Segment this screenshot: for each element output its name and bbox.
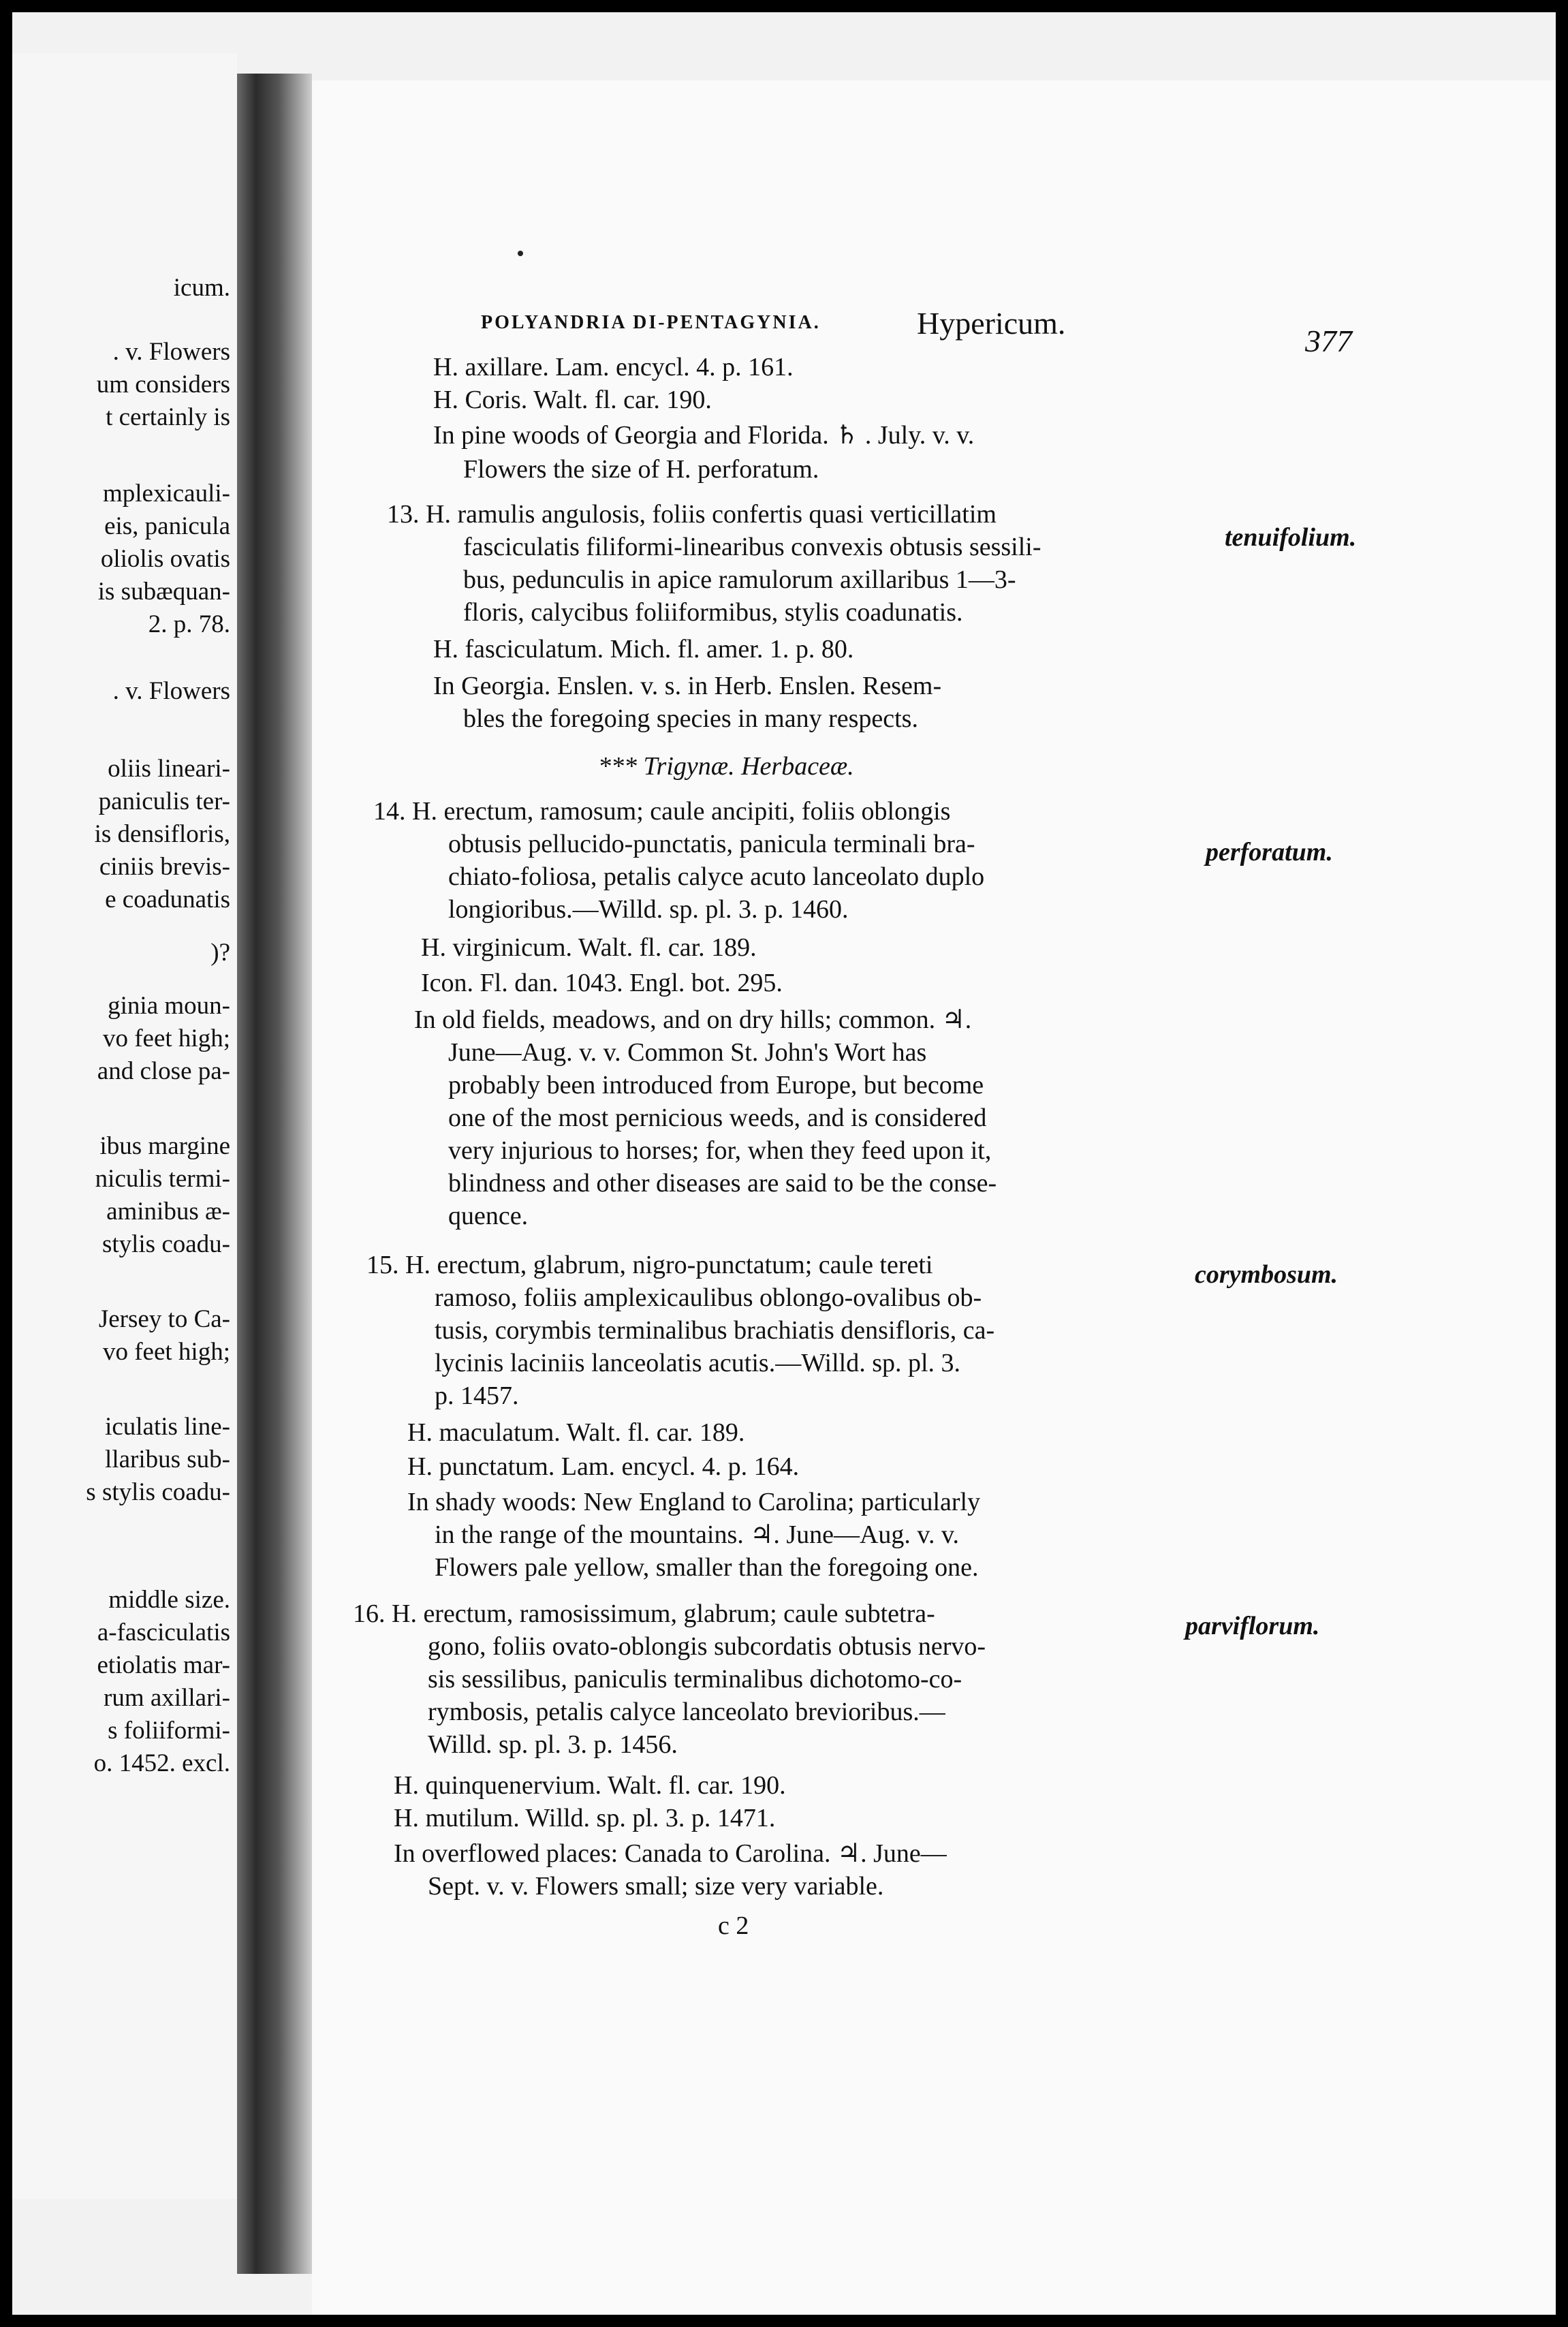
left-line: s foliiformi- — [108, 1717, 230, 1745]
text-line: In old fields, meadows, and on dry hills; common. ♃. — [414, 1005, 972, 1034]
text-line: blindness and other diseases are said to be the conse- — [448, 1169, 997, 1198]
text-line: In Georgia. Enslen. v. s. in Herb. Enslen. Resem- — [433, 672, 942, 700]
text-line: bles the foregoing species in many respects. — [463, 704, 918, 733]
left-line: oliis lineari- — [108, 755, 230, 783]
text-line: quence. — [448, 1202, 529, 1230]
text-line: lycinis laciniis lanceolatis acutis.—Willd. sp. pl. 3. — [435, 1349, 961, 1377]
left-line: vo feet high; — [102, 1338, 230, 1366]
left-line: Jersey to Ca- — [98, 1305, 230, 1333]
text-line: longioribus.—Willd. sp. pl. 3. p. 1460. — [448, 895, 849, 924]
section-heading: *** Trigynæ. Herbaceæ. — [598, 752, 854, 781]
text-line: in the range of the mountains. ♃. June—Aug. v. v. — [435, 1520, 960, 1549]
text-line: 14. H. erectum, ramosum; caule ancipiti, foliis oblongis — [373, 797, 951, 826]
text-line: H. virginicum. Walt. fl. car. 189. — [421, 933, 757, 962]
text-line: obtusis pellucido-punctatis, panicula terminali bra- — [448, 830, 975, 858]
left-line: llaribus sub- — [105, 1446, 230, 1473]
left-line: oliolis ovatis — [100, 545, 230, 573]
text-line: gono, foliis ovato-oblongis subcordatis obtusis nervo- — [428, 1632, 986, 1661]
left-line: stylis coadu- — [101, 1230, 230, 1258]
left-line: eis, panicula — [104, 512, 230, 540]
text-line: probably been introduced from Europe, but become — [448, 1071, 984, 1099]
text-line: Willd. sp. pl. 3. p. 1456. — [428, 1730, 678, 1759]
left-line: iculatis line- — [105, 1413, 230, 1441]
text-line: H. mutilum. Willd. sp. pl. 3. p. 1471. — [394, 1804, 776, 1832]
text-line: Sept. v. v. Flowers small; size very variable. — [428, 1872, 884, 1901]
left-line: paniculis ter- — [98, 787, 230, 815]
text-line: H. Coris. Walt. fl. car. 190. — [433, 386, 712, 414]
left-line: etiolatis mar- — [97, 1651, 230, 1679]
text-line: H. maculatum. Walt. fl. car. 189. — [407, 1418, 745, 1447]
text-line: H. axillare. Lam. encycl. 4. p. 161. — [433, 353, 794, 381]
text-line: Flowers the size of H. perforatum. — [463, 455, 819, 484]
running-head: POLYANDRIA DI-PENTAGYNIA. — [481, 312, 821, 333]
left-line: is subæquan- — [97, 578, 230, 606]
species-name: parviflorum. — [1185, 1612, 1320, 1640]
text-line: very injurious to horses; for, when they feed upon it, — [448, 1136, 992, 1165]
left-line: vo feet high; — [102, 1025, 230, 1052]
left-line: a-fasciculatis — [97, 1619, 230, 1646]
text-line: rymbosis, petalis calyce lanceolato brevioribus.— — [428, 1698, 945, 1726]
signature-mark: c 2 — [718, 1911, 749, 1940]
right-page — [312, 80, 1556, 2315]
text-line: In shady woods: New England to Carolina; particularly — [407, 1488, 981, 1516]
left-line: ibus margine — [99, 1132, 230, 1160]
text-line: Flowers pale yellow, smaller than the foregoing one. — [435, 1553, 979, 1582]
left-line: t certainly is — [106, 403, 230, 431]
page-number: 377 — [1305, 324, 1352, 358]
text-line: In pine woods of Georgia and Florida. ♄ . July. v. v. — [433, 421, 975, 450]
left-line: niculis termi- — [95, 1165, 230, 1193]
left-line: 2. p. 78. — [148, 610, 230, 638]
text-line: H. quinquenervium. Walt. fl. car. 190. — [394, 1771, 786, 1800]
genus-heading: Hypericum. — [917, 306, 1066, 341]
text-line: sis sessilibus, paniculis terminalibus dichotomo-co- — [428, 1665, 962, 1693]
left-line: um considers — [96, 371, 230, 399]
text-line: June—Aug. v. v. Common St. John's Wort has — [448, 1038, 927, 1067]
left-line: rum axillari- — [104, 1684, 230, 1712]
left-line: . v. Flowers — [112, 677, 230, 705]
left-line: o. 1452. excl. — [93, 1749, 230, 1777]
left-line: icum. — [173, 274, 230, 302]
left-line: )? — [210, 939, 230, 967]
text-line: ramoso, foliis amplexicaulibus oblongo-ovalibus ob- — [435, 1283, 982, 1312]
text-line: floris, calycibus foliiformibus, stylis coadunatis. — [463, 598, 963, 627]
species-name: corymbosum. — [1195, 1260, 1338, 1289]
species-name: perforatum. — [1206, 838, 1333, 866]
text-line: 13. H. ramulis angulosis, foliis confertis quasi verticillatim — [387, 500, 997, 529]
species-name: tenuifolium. — [1225, 523, 1357, 552]
text-line: fasciculatis filiformi-linearibus convexis obtusis sessili- — [463, 533, 1041, 561]
left-line: e coadunatis — [105, 886, 230, 913]
text-line: 16. H. erectum, ramosissimum, glabrum; caule subtetra- — [353, 1599, 935, 1628]
ink-dot — [518, 251, 523, 256]
left-line: mplexicauli- — [103, 480, 230, 507]
left-page — [12, 53, 237, 2199]
text-line: bus, pedunculis in apice ramulorum axillaribus 1—3- — [463, 565, 1016, 594]
left-line: . v. Flowers — [112, 338, 230, 366]
text-line: chiato-foliosa, petalis calyce acuto lanceolato duplo — [448, 862, 985, 891]
text-line: one of the most pernicious weeds, and is considered — [448, 1104, 987, 1132]
left-line: middle size. — [108, 1586, 230, 1614]
text-line: p. 1457. — [435, 1381, 519, 1410]
book-gutter — [237, 74, 312, 2274]
left-line: aminibus æ- — [106, 1198, 230, 1225]
book-scan — [12, 12, 1556, 2315]
text-line: H. punctatum. Lam. encycl. 4. p. 164. — [407, 1452, 800, 1481]
left-line: and close pa- — [97, 1057, 230, 1085]
text-line: H. fasciculatum. Mich. fl. amer. 1. p. 80. — [433, 635, 854, 663]
text-line: 15. H. erectum, glabrum, nigro-punctatum; caule tereti — [366, 1251, 933, 1279]
left-line: is densifloris, — [94, 820, 230, 848]
left-line: ginia moun- — [108, 992, 230, 1020]
text-line: In overflowed places: Canada to Carolina. ♃. June— — [394, 1839, 947, 1868]
left-line: s stylis coadu- — [86, 1478, 230, 1506]
text-line: tusis, corymbis terminalibus brachiatis densifloris, ca- — [435, 1316, 995, 1345]
left-line: ciniis brevis- — [99, 853, 230, 881]
text-line: Icon. Fl. dan. 1043. Engl. bot. 295. — [421, 969, 783, 997]
